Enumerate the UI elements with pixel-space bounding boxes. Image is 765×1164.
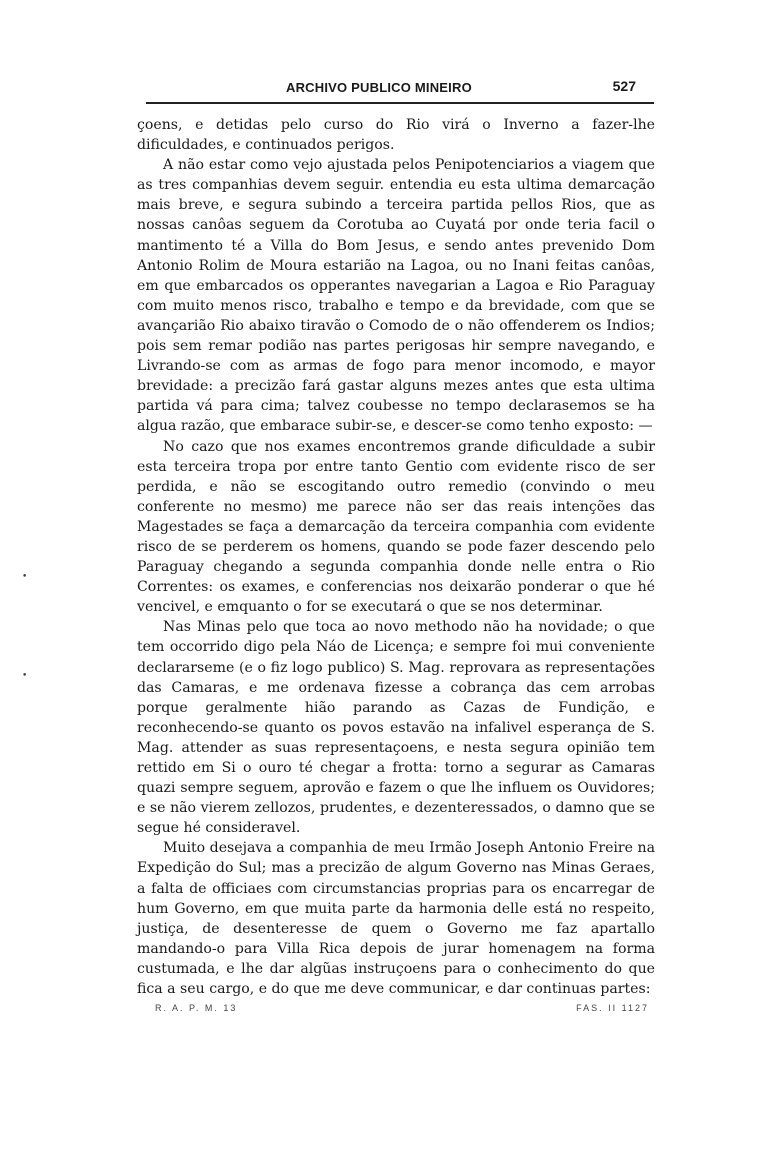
signature-mark: R. A. P. M. 13 — [155, 1003, 238, 1013]
body-text — [137, 115, 655, 999]
paragraph: Muito desejava a companhia de meu Irmão Joseph Antonio Freire na Expedição do Sul; mas a precizão de algum Governo nas Minas Geraes, a falta de officiaes com circumstancias proprias para os encarregar de hum Governo, em que muita parte da harmonia delle está no respeito, justiça, de desenteresse de quem o Governo me faz apartallo mandando-o para Villa Rica depois de jurar homenagem na forma custumada, e lhe dar algũas instruçoens para o conhecimento do que fica a seu cargo, e do que me deve communicar, e dar continuas partes: — [137, 840, 655, 998]
fascicle-mark: FAS. II 1127 — [576, 1003, 649, 1013]
journal-title: ARCHIVO PUBLICO MINEIRO — [286, 80, 472, 95]
running-header — [140, 78, 656, 98]
footer — [155, 1003, 655, 1019]
paragraph: A não estar como vejo ajustada pelos Penipotenciarios a viagem que as tres companhias devem seguir. entendia eu esta ultima demarcação mais breve, e segura subindo a terceira partida pellos Rios, que as nossas canôas seguem da Corotuba ao Cuyatá por onde teria facil o mantimento té a Villa do Bom Jesus, e sendo antes prevenido Dom Antonio Rolim de Moura estarião na Lagoa, ou no Inani feitas canôas, em que embarcados os opperantes navegarian a Lagoa e Rio Paraguay com muito menos risco, trabalho e tempo e da brevidade, com que se avançarião Rio abaixo tiravão o Comodo de o não offenderem os Indios; pois sem remar podião nas partes perigosas hir sempre navegando, e Livrando-se com as armas de fogo para menor incomodo, e mayor brevidade: a precizão fará gastar alguns mezes antes que esta ultima partida vá para cima; talvez coubesse no tempo declarasemos se ha algua razão, que embarace subir-se, e descer-se como tenho exposto: — — [137, 157, 655, 435]
page-number: 527 — [612, 78, 636, 94]
paragraph: çoens, e detidas pelo curso do Rio virá o Inverno a fazer-lhe dificuldades, e continuados perigos. — [137, 117, 655, 154]
margin-mark: • — [22, 671, 28, 681]
paragraph: Nas Minas pelo que toca ao novo methodo não ha novidade; o que tem occorrido digo pela Náo de Licença; e sempre foi mui conveniente declararseme (e o fiz logo publico) S. Mag. reprovara as representações das Camaras, e me ordenava fizesse a cobrança das cem arrobas porque geralmente hião parando as Cazas de Fundição, e reconhecendo-se quanto os povos estavão na infalivel esperança de S. Mag. attender as suas representaçoens, e nesta segura opinião tem rettido em Si o ouro té chegar a frotta: torno a segurar as Camaras quazi sempre seguem, aprovão e fazem o que lhe influem os Ouvidores; e se não vierem zellozos, prudentes, e dezenteressados, o damno que se segue hé consideravel. — [137, 619, 655, 837]
margin-mark: • — [22, 572, 28, 582]
paragraph: No cazo que nos exames encontremos grande dificuldade a subir esta terceira tropa por entre tanto Gentio com evidente risco de ser perdida, e não se escogitando outro remedio (convindo o meu conferente no mesmo) me parece não ser das reais intenções das Magestades se faça a demarcação da terceira companhia com evidente risco de se perderem os homens, quando se pode fazer descendo pelo Paraguay chegando a segunda companhia donde nelle entra o Rio Correntes: os exames, e conferencias nos deixarão ponderar o que hé vencivel, e emquanto o for se executará o que se nos determinar. — [137, 438, 655, 616]
header-rule — [146, 102, 654, 104]
